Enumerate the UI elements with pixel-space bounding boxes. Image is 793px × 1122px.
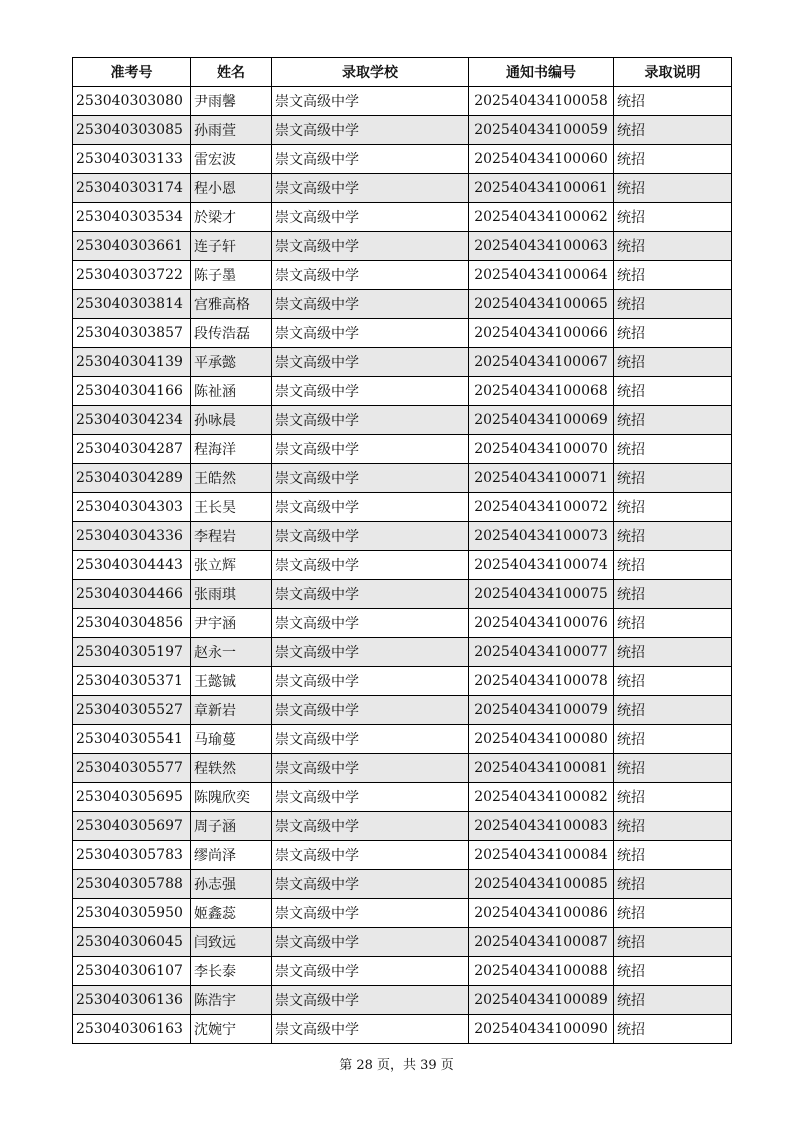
cell-school: 崇文高级中学 [272,522,469,551]
cell-admission-note: 统招 [614,841,732,870]
cell-exam-number: 253040304289 [73,464,191,493]
cell-admission-note: 统招 [614,116,732,145]
cell-exam-number: 253040303814 [73,290,191,319]
table-row [73,899,732,928]
cell-school: 崇文高级中学 [272,435,469,464]
table-row [73,812,732,841]
cell-exam-number: 253040305695 [73,783,191,812]
cell-exam-number: 253040306163 [73,1015,191,1044]
cell-exam-number: 253040305788 [73,870,191,899]
cell-name: 王长昊 [191,493,272,522]
cell-admission-note: 统招 [614,870,732,899]
cell-notice-number: 202540434100084 [469,841,614,870]
cell-admission-note: 统招 [614,522,732,551]
header-name: 姓名 [191,58,272,87]
cell-exam-number: 253040304303 [73,493,191,522]
cell-admission-note: 统招 [614,812,732,841]
cell-notice-number: 202540434100058 [469,87,614,116]
cell-name: 孙志强 [191,870,272,899]
cell-name: 王懿铖 [191,667,272,696]
cell-notice-number: 202540434100069 [469,406,614,435]
table-row [73,986,732,1015]
cell-school: 崇文高级中学 [272,87,469,116]
cell-admission-note: 统招 [614,783,732,812]
cell-name: 於梁才 [191,203,272,232]
table-row [73,638,732,667]
cell-notice-number: 202540434100062 [469,203,614,232]
cell-notice-number: 202540434100064 [469,261,614,290]
cell-notice-number: 202540434100065 [469,290,614,319]
cell-exam-number: 253040305197 [73,638,191,667]
cell-admission-note: 统招 [614,667,732,696]
cell-exam-number: 253040303661 [73,232,191,261]
cell-admission-note: 统招 [614,899,732,928]
cell-exam-number: 253040304856 [73,609,191,638]
cell-exam-number: 253040304166 [73,377,191,406]
cell-exam-number: 253040306107 [73,957,191,986]
cell-school: 崇文高级中学 [272,957,469,986]
cell-admission-note: 统招 [614,928,732,957]
cell-notice-number: 202540434100083 [469,812,614,841]
cell-admission-note: 统招 [614,319,732,348]
table-row [73,522,732,551]
cell-exam-number: 253040305950 [73,899,191,928]
cell-name: 张雨琪 [191,580,272,609]
cell-exam-number: 253040304443 [73,551,191,580]
table-row [73,783,732,812]
table-row [73,145,732,174]
cell-notice-number: 202540434100087 [469,928,614,957]
cell-notice-number: 202540434100073 [469,522,614,551]
cell-school: 崇文高级中学 [272,609,469,638]
table-row [73,87,732,116]
cell-school: 崇文高级中学 [272,870,469,899]
table-row [73,232,732,261]
header-notice-number: 通知书编号 [469,58,614,87]
table-row [73,667,732,696]
table-row [73,928,732,957]
cell-school: 崇文高级中学 [272,667,469,696]
table-row [73,116,732,145]
cell-name: 雷宏波 [191,145,272,174]
cell-name: 段传浩磊 [191,319,272,348]
cell-admission-note: 统招 [614,609,732,638]
cell-notice-number: 202540434100061 [469,174,614,203]
cell-exam-number: 253040305527 [73,696,191,725]
cell-admission-note: 统招 [614,1015,732,1044]
cell-admission-note: 统招 [614,174,732,203]
table-row [73,609,732,638]
cell-admission-note: 统招 [614,986,732,1015]
table-row [73,377,732,406]
cell-name: 姬鑫蕊 [191,899,272,928]
admission-table [72,57,732,1044]
table-row [73,290,732,319]
cell-school: 崇文高级中学 [272,986,469,1015]
cell-name: 程轶然 [191,754,272,783]
cell-school: 崇文高级中学 [272,638,469,667]
table-row [73,580,732,609]
cell-exam-number: 253040304287 [73,435,191,464]
cell-exam-number: 253040306045 [73,928,191,957]
page-number: 第 28 页，共 39 页 [339,1058,454,1073]
cell-admission-note: 统招 [614,261,732,290]
cell-name: 程小恩 [191,174,272,203]
cell-notice-number: 202540434100077 [469,638,614,667]
table-row [73,319,732,348]
cell-notice-number: 202540434100072 [469,493,614,522]
table-row [73,174,732,203]
cell-notice-number: 202540434100086 [469,899,614,928]
cell-admission-note: 统招 [614,464,732,493]
cell-notice-number: 202540434100076 [469,609,614,638]
cell-school: 崇文高级中学 [272,174,469,203]
cell-admission-note: 统招 [614,87,732,116]
cell-admission-note: 统招 [614,696,732,725]
cell-exam-number: 253040305697 [73,812,191,841]
cell-name: 李程岩 [191,522,272,551]
cell-school: 崇文高级中学 [272,783,469,812]
table-header [73,58,732,87]
cell-notice-number: 202540434100060 [469,145,614,174]
cell-admission-note: 统招 [614,406,732,435]
cell-school: 崇文高级中学 [272,696,469,725]
cell-name: 赵永一 [191,638,272,667]
cell-admission-note: 统招 [614,377,732,406]
cell-notice-number: 202540434100075 [469,580,614,609]
table-row [73,957,732,986]
cell-notice-number: 202540434100088 [469,957,614,986]
cell-school: 崇文高级中学 [272,812,469,841]
cell-exam-number: 253040304139 [73,348,191,377]
header-exam-number: 准考号 [73,58,191,87]
header-admission-note: 录取说明 [614,58,732,87]
cell-school: 崇文高级中学 [272,203,469,232]
cell-school: 崇文高级中学 [272,841,469,870]
cell-notice-number: 202540434100082 [469,783,614,812]
cell-admission-note: 统招 [614,145,732,174]
cell-exam-number: 253040305541 [73,725,191,754]
cell-name: 张立辉 [191,551,272,580]
cell-school: 崇文高级中学 [272,290,469,319]
cell-exam-number: 253040304466 [73,580,191,609]
cell-name: 陈隗欣奕 [191,783,272,812]
cell-notice-number: 202540434100090 [469,1015,614,1044]
cell-school: 崇文高级中学 [272,928,469,957]
cell-admission-note: 统招 [614,493,732,522]
table-row [73,551,732,580]
table-row [73,435,732,464]
table-row [73,725,732,754]
cell-name: 章新岩 [191,696,272,725]
table-row [73,261,732,290]
cell-name: 李长泰 [191,957,272,986]
cell-notice-number: 202540434100089 [469,986,614,1015]
cell-notice-number: 202540434100085 [469,870,614,899]
cell-exam-number: 253040304234 [73,406,191,435]
cell-admission-note: 统招 [614,754,732,783]
cell-notice-number: 202540434100067 [469,348,614,377]
cell-exam-number: 253040303722 [73,261,191,290]
cell-name: 闫致远 [191,928,272,957]
table-row [73,464,732,493]
cell-name: 尹宇涵 [191,609,272,638]
cell-admission-note: 统招 [614,638,732,667]
cell-exam-number: 253040303133 [73,145,191,174]
cell-admission-note: 统招 [614,580,732,609]
header-school: 录取学校 [272,58,469,87]
cell-name: 连子轩 [191,232,272,261]
cell-notice-number: 202540434100071 [469,464,614,493]
cell-exam-number: 253040304336 [73,522,191,551]
table-body [73,87,732,1044]
cell-school: 崇文高级中学 [272,232,469,261]
cell-name: 王皓然 [191,464,272,493]
cell-notice-number: 202540434100074 [469,551,614,580]
cell-school: 崇文高级中学 [272,377,469,406]
cell-exam-number: 253040303174 [73,174,191,203]
cell-admission-note: 统招 [614,203,732,232]
table-row [73,696,732,725]
cell-admission-note: 统招 [614,435,732,464]
cell-exam-number: 253040305371 [73,667,191,696]
cell-admission-note: 统招 [614,290,732,319]
cell-name: 陈浩宇 [191,986,272,1015]
cell-notice-number: 202540434100063 [469,232,614,261]
cell-school: 崇文高级中学 [272,580,469,609]
cell-exam-number: 253040303857 [73,319,191,348]
cell-notice-number: 202540434100059 [469,116,614,145]
cell-school: 崇文高级中学 [272,145,469,174]
cell-exam-number: 253040305783 [73,841,191,870]
cell-name: 沈婉宁 [191,1015,272,1044]
cell-school: 崇文高级中学 [272,551,469,580]
table-row [73,203,732,232]
cell-notice-number: 202540434100068 [469,377,614,406]
cell-name: 陈祉涵 [191,377,272,406]
cell-school: 崇文高级中学 [272,493,469,522]
table-row [73,841,732,870]
cell-exam-number: 253040303085 [73,116,191,145]
cell-name: 尹雨馨 [191,87,272,116]
cell-exam-number: 253040305577 [73,754,191,783]
table-row [73,348,732,377]
cell-exam-number: 253040306136 [73,986,191,1015]
cell-admission-note: 统招 [614,551,732,580]
cell-school: 崇文高级中学 [272,406,469,435]
cell-name: 宫雅高格 [191,290,272,319]
cell-name: 孙咏晨 [191,406,272,435]
cell-admission-note: 统招 [614,348,732,377]
cell-name: 平承懿 [191,348,272,377]
table-row [73,1015,732,1044]
cell-name: 孙雨萱 [191,116,272,145]
table-row [73,754,732,783]
cell-name: 周子涵 [191,812,272,841]
cell-school: 崇文高级中学 [272,116,469,145]
cell-notice-number: 202540434100078 [469,667,614,696]
cell-school: 崇文高级中学 [272,464,469,493]
cell-school: 崇文高级中学 [272,261,469,290]
cell-school: 崇文高级中学 [272,319,469,348]
cell-admission-note: 统招 [614,232,732,261]
cell-school: 崇文高级中学 [272,725,469,754]
cell-notice-number: 202540434100079 [469,696,614,725]
cell-notice-number: 202540434100070 [469,435,614,464]
header-row [73,58,732,87]
cell-exam-number: 253040303080 [73,87,191,116]
cell-admission-note: 统招 [614,957,732,986]
table-row [73,870,732,899]
cell-notice-number: 202540434100081 [469,754,614,783]
cell-admission-note: 统招 [614,725,732,754]
cell-exam-number: 253040303534 [73,203,191,232]
table-row [73,493,732,522]
cell-notice-number: 202540434100080 [469,725,614,754]
cell-notice-number: 202540434100066 [469,319,614,348]
cell-school: 崇文高级中学 [272,754,469,783]
cell-name: 马瑜蔓 [191,725,272,754]
cell-school: 崇文高级中学 [272,348,469,377]
cell-name: 程海洋 [191,435,272,464]
cell-school: 崇文高级中学 [272,899,469,928]
table-row [73,406,732,435]
cell-name: 陈子墨 [191,261,272,290]
cell-name: 缪尚泽 [191,841,272,870]
cell-school: 崇文高级中学 [272,1015,469,1044]
